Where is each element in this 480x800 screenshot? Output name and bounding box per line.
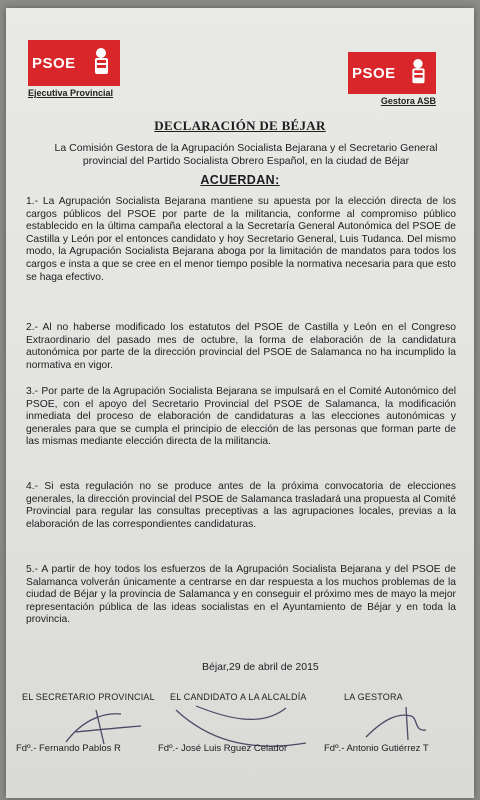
- paragraph-3: 3.- Por parte de la Agrupación Socialista Bejarana se impulsará en el Comité Autonómico del PSOE, con el apoyo del Secretario Provincial del PSOE de Salamanca, la modificación inmediata del proceso de elaboración de candidaturas a las elecciones autonómicas y generales para que se cumpla el principio de elección de las personas que forman parte de las mismas mediante elección directa de la militancia.: [26, 386, 456, 448]
- signature-gestora: [356, 702, 446, 747]
- name-candidato: Fdº.- José Luis Rguez Celador: [158, 743, 288, 754]
- logo-caption: Gestora ASB: [380, 96, 436, 106]
- logo-box: [348, 52, 436, 94]
- document-date: Béjar,29 de abril de 2015: [202, 661, 319, 673]
- logo-brand: PSOE: [32, 54, 76, 72]
- paragraph-5: 5.- A partir de hoy todos los esfuerzos de la Agrupación Socialista Bejarana y del PSOE de Salamanca volverán únicamente a centrarse en dar respuesta a los muchos problemas de la ciudad de Béjar y la provincia de Salamanca y en conseguir el próximo mes de mayo la mejor representación pública de las ideas socialistas en el Ayuntamiento de Béjar y en toda la provincia.: [26, 564, 456, 626]
- psoe-logo-right: [348, 52, 436, 106]
- document-title: DECLARACIÓN DE BÉJAR: [154, 118, 326, 133]
- name-gestora: Fdº.- Antonio Gutiérrez T: [324, 743, 429, 754]
- role-gestora: LA GESTORA: [344, 692, 403, 702]
- paragraph-2: 2.- Al no haberse modificado los estatutos del PSOE de Castilla y León en el Congreso Extraordinario del pasado mes de octubre, la forma de elaboración de la candidatura autonómica por parte de la dirección provincial del PSOE de Salamanca no ha incumplido la normativa en vigor.: [26, 322, 456, 371]
- intro-text: La Comisión Gestora de la Agrupación Socialista Bejarana y el Secretario General provincial del Partido Socialista Obrero Español, en la ciudad de Béjar: [54, 142, 438, 167]
- paragraph-4: 4.- Si esta regulación no se produce antes de la próxima convocatoria de elecciones generales, la dirección provincial del PSOE de Salamanca trasladará una propuesta al Comité Provincial para regular las consultas preceptivas a las agrupaciones locales, previas a la elaboración de las correspondientes candidaturas.: [26, 481, 456, 530]
- document-page: [6, 8, 474, 798]
- acuerdan-heading: ACUERDAN:: [200, 173, 280, 187]
- psoe-logo-left: [28, 40, 120, 98]
- logo-box: [28, 40, 120, 86]
- rose-fist-icon: [404, 57, 432, 89]
- logo-caption: Ejecutiva Provincial: [28, 88, 114, 98]
- role-candidato: EL CANDIDATO A LA ALCALDÍA: [170, 692, 307, 702]
- paragraph-1: 1.- La Agrupación Socialista Bejarana mantiene su apuesta por la elección directa de los cargos públicos del PSOE por parte de la militancia, conforme al compromiso público establecido en la última campaña electoral a la Secretaría General Autonómica del PSOE de Castilla y León por el entonces candidato y hoy Secretario General, Luis Tudanca. Del mismo modo, la Agrupación Socialista Bejarana aboga por la limitación de mandatos para todos los cargos e insta a que se cree en el menor tiempo posible la normativa necesaria para que esto se haga efectivo.: [26, 196, 456, 283]
- rose-fist-icon: [86, 46, 116, 80]
- role-secretario: EL SECRETARIO PROVINCIAL: [22, 692, 155, 702]
- name-secretario: Fdº.- Fernando Pablos R: [16, 743, 121, 754]
- logo-brand: PSOE: [352, 64, 396, 82]
